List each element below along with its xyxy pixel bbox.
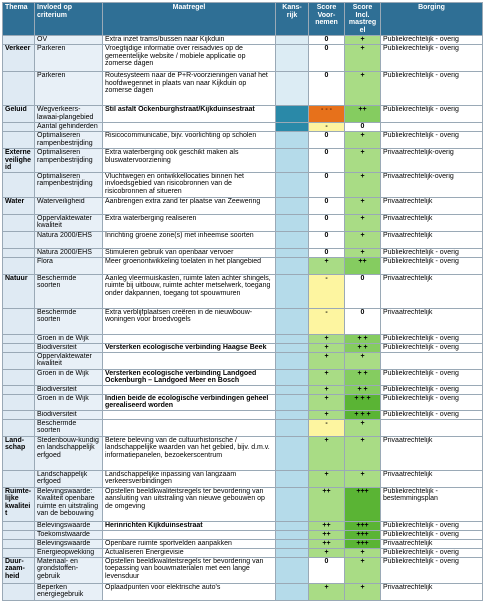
cell-invloed: Aantal gehinderden [35,123,103,132]
cell-score-incl: + + [345,385,381,394]
cell-score-voornemen: 0 [309,214,345,231]
table-row [3,106,483,123]
cell-invloed: Beperken energiegebruik [35,583,103,600]
table-row [3,394,483,410]
table-row [3,248,483,257]
cell-borging [381,419,483,436]
cell-maatregel: Extra verblijfplaatsen creëren in de nieuwbouw-woningen voor broedvogels [103,308,276,334]
cell-kansrijk [276,521,309,530]
cell-kansrijk [276,36,309,45]
cell-thema [3,172,35,197]
cell-score-voornemen: + [309,352,345,369]
cell-invloed: Optimaliseren rampenbestrijding [35,132,103,149]
cell-score-voornemen: ++ [309,521,345,530]
cell-borging: Publiekrechtelijk - overig [381,72,483,106]
cell-borging: Publiekrechtelijk - overig [381,45,483,72]
table-row [3,385,483,394]
cell-thema [3,394,35,410]
cell-borging: Privaatrechtelijk [381,274,483,308]
cell-score-voornemen: 0 [309,172,345,197]
table-row [3,521,483,530]
cell-score-voornemen: - [309,419,345,436]
cell-thema: Land-schap [3,436,35,470]
table-row [3,487,483,521]
cell-borging: Publiekrechtelijk - overig [381,36,483,45]
cell-borging: Publiekrechtelijk - bestemmingsplan [381,487,483,521]
cell-invloed: Beschermde soorten [35,274,103,308]
cell-maatregel: Versterken ecologische verbinding Haagse Beek [103,343,276,352]
cell-score-voornemen: + [309,257,345,274]
cell-kansrijk [276,149,309,173]
table-row [3,436,483,470]
cell-kansrijk [276,583,309,600]
cell-kansrijk [276,352,309,369]
cell-invloed: Optimaliseren rampenbestrijding [35,149,103,173]
cell-maatregel: Stimuleren gebruik van openbaar vervoer [103,248,276,257]
table-row [3,539,483,548]
cell-score-incl: 0 [345,308,381,334]
cell-borging: Publiekrechtelijk - overig [381,521,483,530]
cell-kansrijk [276,530,309,539]
cell-kansrijk [276,410,309,419]
cell-score-incl: 0 [345,274,381,308]
cell-invloed: Oppervlaktewater kwaliteit [35,214,103,231]
cell-score-incl: + [345,36,381,45]
cell-invloed: Belevingswaarde: Kwaliteit openbare ruimte en uitstraling van de bebouwing [35,487,103,521]
cell-thema: Ruimte-lijke kwaliteit [3,487,35,521]
cell-score-voornemen: 0 [309,248,345,257]
cell-borging: Privaatrechtelijk [381,308,483,334]
cell-thema [3,334,35,343]
cell-score-voornemen: 0 [309,36,345,45]
cell-score-incl: + [345,214,381,231]
cell-thema [3,132,35,149]
cell-thema [3,231,35,248]
cell-kansrijk [276,470,309,487]
cell-score-incl: + [345,548,381,557]
cell-invloed: Beschermde soorten [35,419,103,436]
table-row [3,343,483,352]
cell-borging: Publiekrechtelijk - overig [381,369,483,385]
cell-score-voornemen: + [309,410,345,419]
cell-invloed: Biodiversiteit [35,410,103,419]
cell-score-incl: + [345,248,381,257]
cell-maatregel: Vroegtijdige informatie over reisadvies op de gemeentelijke website / mobiele applicatie op zomerse dagen [103,45,276,72]
cell-maatregel: Opstellen beeldkwaliteitsregels ter bevordering van toepassing van bouwmaterialen met een lange levensduur [103,557,276,583]
cell-borging: Privaatrechtelijk [381,197,483,214]
cell-borging: Publiekrechtelijk - overig [381,106,483,123]
header-invloed: Invloed op criterium [35,3,103,36]
cell-thema: Geluid [3,106,35,123]
cell-maatregel: Opstellen beeldkwaliteitsregels ter bevordering van aansluiting van uitstraling van nieuwe gebouwen op de omgeving [103,487,276,521]
cell-kansrijk [276,369,309,385]
cell-invloed: Optimaliseren rampenbestrijding [35,172,103,197]
cell-thema [3,72,35,106]
cell-invloed: Natura 2000/EHS [35,248,103,257]
cell-borging: Publiekrechtelijk - overig [381,257,483,274]
cell-borging: Privaatrechtelijk [381,539,483,548]
cell-score-voornemen: + [309,385,345,394]
cell-score-voornemen: + [309,343,345,352]
cell-borging: Privaatrechtelijk [381,436,483,470]
table-row [3,257,483,274]
cell-thema [3,583,35,600]
cell-invloed: Stedenbouw-kundig en landschappelijk erfgoed [35,436,103,470]
cell-score-voornemen: 0 [309,197,345,214]
table-row [3,410,483,419]
cell-score-incl: + [345,436,381,470]
table-row [3,419,483,436]
cell-thema [3,530,35,539]
cell-kansrijk [276,72,309,106]
cell-score-incl: + [345,197,381,214]
cell-score-incl: + [345,231,381,248]
table-row [3,36,483,45]
cell-score-incl: ++ [345,106,381,123]
cell-invloed: Natura 2000/EHS [35,231,103,248]
cell-borging: Publiekrechtelijk - overig [381,394,483,410]
cell-score-voornemen: + [309,583,345,600]
cell-score-voornemen: - [309,274,345,308]
cell-invloed: Groen in de Wijk [35,369,103,385]
table-header-row [3,3,483,36]
cell-score-voornemen: 0 [309,72,345,106]
cell-borging: Publiekrechtelijk - overig [381,557,483,583]
cell-invloed: Parkeren [35,72,103,106]
cell-thema: Externe veiligheid [3,149,35,173]
header-kansrijk: Kans-rijk [276,3,309,36]
cell-kansrijk [276,123,309,132]
cell-maatregel [103,530,276,539]
cell-score-incl: +++ [345,487,381,521]
cell-thema [3,548,35,557]
cell-invloed: OV [35,36,103,45]
cell-maatregel: Extra inzet trams/bussen naar Kijkduin [103,36,276,45]
cell-score-incl: ++ [345,257,381,274]
cell-score-voornemen: ++ [309,487,345,521]
cell-score-incl: + + [345,343,381,352]
cell-invloed: Flora [35,257,103,274]
cell-thema [3,369,35,385]
cell-thema [3,521,35,530]
cell-borging: Publiekrechtelijk - overig [381,343,483,352]
cell-score-incl: + + [345,369,381,385]
cell-maatregel: Meer groenontwikkeling toelaten in het plangebied [103,257,276,274]
table-row [3,172,483,197]
cell-borging: Privaatrechtelijk [381,470,483,487]
header-thema: Thema [3,3,35,36]
cell-invloed: Parkeren [35,45,103,72]
cell-kansrijk [276,548,309,557]
cell-thema [3,419,35,436]
cell-borging: Publiekrechtelijk - overig [381,132,483,149]
header-score-incl: Score Incl. mastreg el [345,3,381,36]
cell-thema: Duur-zaam-heid [3,557,35,583]
table-row [3,334,483,343]
cell-score-incl: 0 [345,123,381,132]
cell-score-incl: + [345,149,381,173]
cell-kansrijk [276,257,309,274]
cell-kansrijk [276,343,309,352]
cell-invloed: Waterveiligheid [35,197,103,214]
table-row [3,530,483,539]
table-row [3,72,483,106]
table-row [3,197,483,214]
cell-borging: Privaatrechtelijk [381,583,483,600]
cell-borging: Publiekrechtelijk - overig [381,248,483,257]
cell-score-voornemen: 0 [309,149,345,173]
table-row [3,274,483,308]
cell-maatregel [103,419,276,436]
cell-maatregel: Inrichting groene zone(s) met inheemse soorten [103,231,276,248]
cell-thema: Natuur [3,274,35,308]
cell-thema [3,385,35,394]
cell-borging: Publiekrechtelijk - overig [381,385,483,394]
cell-thema [3,470,35,487]
cell-maatregel: Stil asfalt Ockenburghstraat/Kijkduinsestraat [103,106,276,123]
cell-maatregel [103,352,276,369]
table-row [3,123,483,132]
cell-invloed: Groen in de Wijk [35,334,103,343]
cell-thema [3,214,35,231]
cell-score-incl: + [345,557,381,583]
cell-score-voornemen: - - - [309,106,345,123]
cell-borging [381,123,483,132]
cell-maatregel: Openbare ruimte sportvelden aanpakken [103,539,276,548]
cell-kansrijk [276,308,309,334]
cell-maatregel: Routesysteem naar de P+R-voorzieningen vanaf het hoofdwegennet in plaats van naar Kijkduin op zomerse dagen [103,72,276,106]
table-row [3,470,483,487]
cell-score-voornemen: + [309,334,345,343]
cell-maatregel: Landschappelijke inpassing van langzaam verkeersverbindingen [103,470,276,487]
cell-kansrijk [276,557,309,583]
cell-maatregel: Aanbrengen extra zand ter plaatse van Zeewering [103,197,276,214]
cell-thema [3,352,35,369]
cell-invloed: Biodiversiteit [35,343,103,352]
cell-score-incl: + [345,132,381,149]
cell-invloed: Landschappelijk erfgoed [35,470,103,487]
table-row [3,214,483,231]
cell-kansrijk [276,539,309,548]
cell-kansrijk [276,214,309,231]
cell-invloed: Belevingswaarde [35,539,103,548]
cell-score-incl: +++ [345,539,381,548]
cell-kansrijk [276,197,309,214]
cell-kansrijk [276,132,309,149]
cell-borging: Privaatrechtelijk [381,214,483,231]
header-score-voornemen: Score Voor-nemen [309,3,345,36]
cell-thema: Verkeer [3,45,35,72]
cell-score-incl: + + [345,334,381,343]
cell-thema [3,410,35,419]
cell-borging: Publiekrechtelijk - overig [381,530,483,539]
cell-score-voornemen: + [309,436,345,470]
table-row [3,557,483,583]
cell-maatregel: Oplaadpunten voor elektrische auto's [103,583,276,600]
cell-borging: Privaatrechtelijk-overig [381,149,483,173]
cell-maatregel [103,385,276,394]
cell-score-voornemen: + [309,369,345,385]
cell-score-incl: + + + [345,394,381,410]
cell-kansrijk [276,248,309,257]
cell-maatregel: Actualiseren Energievisie [103,548,276,557]
table-body [3,36,483,601]
cell-invloed: Toekomstwaarde [35,530,103,539]
cell-score-incl: + [345,172,381,197]
table-row [3,308,483,334]
header-maatregel: Maatregel [103,3,276,36]
table-row [3,369,483,385]
cell-score-voornemen: ++ [309,530,345,539]
table-row [3,231,483,248]
cell-score-incl: + [345,352,381,369]
cell-maatregel: Aanleg vleermuiskasten, ruimte laten achter shingels, ruimte bij uitbouw, ruimte achter metselwerk, toegang onder dakpannen, toegang tot spouwmuren [103,274,276,308]
cell-kansrijk [276,106,309,123]
cell-maatregel: Risicocommunicatie, bijv. voorlichting op scholen [103,132,276,149]
cell-score-incl: +++ [345,530,381,539]
table-row [3,149,483,173]
cell-kansrijk [276,487,309,521]
cell-thema [3,36,35,45]
header-borging: Borging [381,3,483,36]
cell-invloed: Beschermde soorten [35,308,103,334]
cell-score-incl: +++ [345,521,381,530]
cell-kansrijk [276,394,309,410]
cell-score-incl: + [345,583,381,600]
cell-kansrijk [276,274,309,308]
cell-invloed: Oppervlaktewater kwaliteit [35,352,103,369]
cell-thema: Water [3,197,35,214]
cell-score-voornemen: 0 [309,231,345,248]
cell-kansrijk [276,231,309,248]
cell-invloed: Groen in de Wijk [35,394,103,410]
cell-score-voornemen: 0 [309,132,345,149]
cell-score-voornemen: - [309,123,345,132]
cell-maatregel [103,334,276,343]
cell-borging: Publiekrechtelijk - overig [381,548,483,557]
cell-score-voornemen: + [309,394,345,410]
cell-invloed: Belevingswaarde [35,521,103,530]
table-row [3,583,483,600]
table-row [3,132,483,149]
cell-thema [3,539,35,548]
cell-score-incl: + [345,72,381,106]
cell-score-voornemen: + [309,470,345,487]
cell-score-voornemen: 0 [309,557,345,583]
measures-table [2,2,483,601]
cell-kansrijk [276,419,309,436]
cell-kansrijk [276,334,309,343]
cell-kansrijk [276,385,309,394]
cell-borging: Privaatrechtelijk [381,231,483,248]
cell-score-incl: + [345,419,381,436]
table-row [3,45,483,72]
cell-invloed: Materiaal- en grondstoffen-gebruik [35,557,103,583]
cell-thema [3,308,35,334]
cell-invloed: Wegverkeers-lawaai-plangebied [35,106,103,123]
cell-score-voornemen: + [309,548,345,557]
cell-borging: Publiekrechtelijk - overig [381,410,483,419]
cell-maatregel: Versterken ecologische verbinding Landgoed Ockenburgh – Landgoed Meer en Bosch [103,369,276,385]
cell-maatregel: Indien beide de ecologische verbindingen geheel gerealiseerd worden [103,394,276,410]
cell-maatregel [103,410,276,419]
cell-kansrijk [276,436,309,470]
cell-borging: Publiekrechtelijk - overig [381,334,483,343]
cell-borging [381,352,483,369]
cell-kansrijk [276,172,309,197]
cell-maatregel: Extra waterberging realiseren [103,214,276,231]
cell-borging: Privaatrechtelijk-overig [381,172,483,197]
cell-maatregel: Herinrichten Kijkduinsestraat [103,521,276,530]
table-row [3,352,483,369]
cell-maatregel: Vluchtwegen en ontwikkellocaties binnen het invloedsgebied van risicobronnen van de risicobronnen af situeren [103,172,276,197]
cell-maatregel [103,123,276,132]
cell-kansrijk [276,45,309,72]
cell-score-incl: + + + [345,410,381,419]
table-row [3,548,483,557]
cell-score-voornemen: 0 [309,45,345,72]
cell-maatregel: Extra waterberging ook geschikt maken als bluswatervoorziening [103,149,276,173]
cell-score-incl: + [345,45,381,72]
cell-score-incl: + [345,470,381,487]
cell-thema [3,257,35,274]
cell-thema [3,343,35,352]
cell-score-voornemen: - [309,308,345,334]
cell-maatregel: Betere beleving van de cultuurhistorische / landschappelijke waarden van het gebied, bijv. d.m.v. informatiepanelen, bezoekerscentrum [103,436,276,470]
cell-thema [3,123,35,132]
cell-thema [3,248,35,257]
cell-score-voornemen: ++ [309,539,345,548]
cell-invloed: Energieopwekking [35,548,103,557]
cell-invloed: Biodiversiteit [35,385,103,394]
